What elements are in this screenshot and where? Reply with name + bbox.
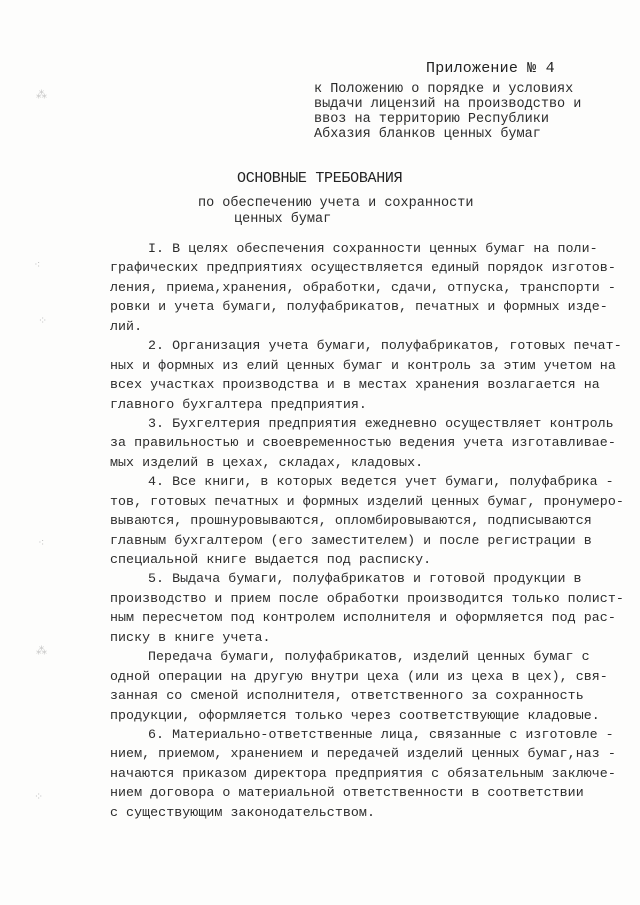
document-body: [110, 239, 624, 822]
body-line: ления, приема,хранения, обработки, сдачи, отпуска, транспорти -: [110, 279, 616, 295]
body-line: 2. Организация учета бумаги, полуфабрикатов, готовых печат-: [148, 338, 622, 354]
appendix-reference: [314, 82, 581, 142]
body-line: 4. Все книги, в которых ведется учет бумаги, полуфабрика -: [148, 474, 614, 490]
margin-mark-icon: ⁘: [38, 314, 48, 327]
body-line: производство и прием после обработки производится только полист-: [110, 590, 624, 606]
reference-line: к Положению о порядке и условиях: [314, 82, 574, 97]
body-line: одной операции на другую внутри цеха (или из цеха в цех), свя-: [110, 668, 608, 684]
body-line: ровки и учета бумаги, полуфабрикатов, печатных и формных изде-: [110, 299, 608, 315]
subtitle-line: ценных бумаг: [234, 212, 332, 227]
body-line: тов, готовых печатных и формных изделий ценных бумаг, пронумеро-: [110, 493, 624, 509]
reference-line: ввоз на территорию Республики: [314, 112, 549, 127]
reference-line: Абхазия бланков ценных бумаг: [314, 127, 541, 142]
body-line: за правильностью и своевременностью ведения учета изготавливае-: [110, 435, 616, 451]
body-line: главного бухгалтера предприятия.: [110, 396, 367, 412]
body-line: всех участках производства и в местах хранения возлагается на: [110, 377, 600, 393]
body-line: мых изделий в цехах, складах, кладовых.: [110, 454, 424, 470]
body-line: занная со сменой исполнителя, ответственного за сохранность: [110, 688, 584, 704]
margin-mark-icon: ⁂: [36, 644, 47, 657]
body-line: главным бухгалтером (его заместителем) и после регистрации в: [110, 532, 592, 548]
appendix-title: Приложение № 4: [426, 60, 555, 77]
body-line: писку в книге учета.: [110, 629, 271, 645]
body-line: нием, приемом, хранением и передачей изделий ценных бумаг,наз -: [110, 746, 616, 762]
body-line: с существующим законодательством.: [110, 804, 375, 820]
body-line: 3. Бухгелтерия предприятия ежедневно осуществляет контроль: [148, 415, 614, 431]
document-title: ОСНОВНЫЕ ТРЕБОВАНИЯ: [237, 170, 403, 187]
margin-mark-icon: ⁂: [36, 88, 47, 101]
body-line: начаются приказом директора предприятия с обязательным заключе-: [110, 765, 616, 781]
subtitle-line: по обеспечению учета и сохранности: [198, 196, 474, 211]
body-line: продукции, оформляется только через соответствующие кладовые.: [110, 707, 600, 723]
body-line: ным пересчетом под контролем исполнителя и оформляется под рас-: [110, 610, 616, 626]
body-line: лий.: [110, 318, 143, 334]
body-line: ных и формных из елий ценных бумаг и контроль за этим учетом на: [110, 357, 616, 373]
body-line: 6. Материально-ответственные лица, связанные с изготовле -: [148, 726, 614, 742]
body-line: специальной книге выдается под расписку.: [110, 552, 432, 567]
body-line: графических предприятиях осуществляется единый порядок изготов-: [110, 260, 616, 276]
document-subtitle: [198, 196, 473, 228]
margin-mark-icon: ⁘: [34, 790, 44, 803]
body-line: вываются, прошнуровываются, опломбировываются, подписываются: [110, 513, 592, 529]
body-line: Передача бумаги, полуфабрикатов, изделий ценных бумаг с: [148, 649, 590, 665]
margin-mark-icon: ⁖: [38, 536, 45, 549]
reference-line: выдачи лицензий на производство и: [314, 97, 582, 112]
body-line: I. В целях обеспечения сохранности ценных бумаг на поли-: [148, 241, 598, 256]
body-line: 5. Выдача бумаги, полуфабрикатов и готовой продукции в: [148, 571, 582, 587]
margin-mark-icon: ⁖: [34, 258, 41, 271]
body-line: нием договора о материальной ответственности в соответствии: [110, 785, 584, 801]
